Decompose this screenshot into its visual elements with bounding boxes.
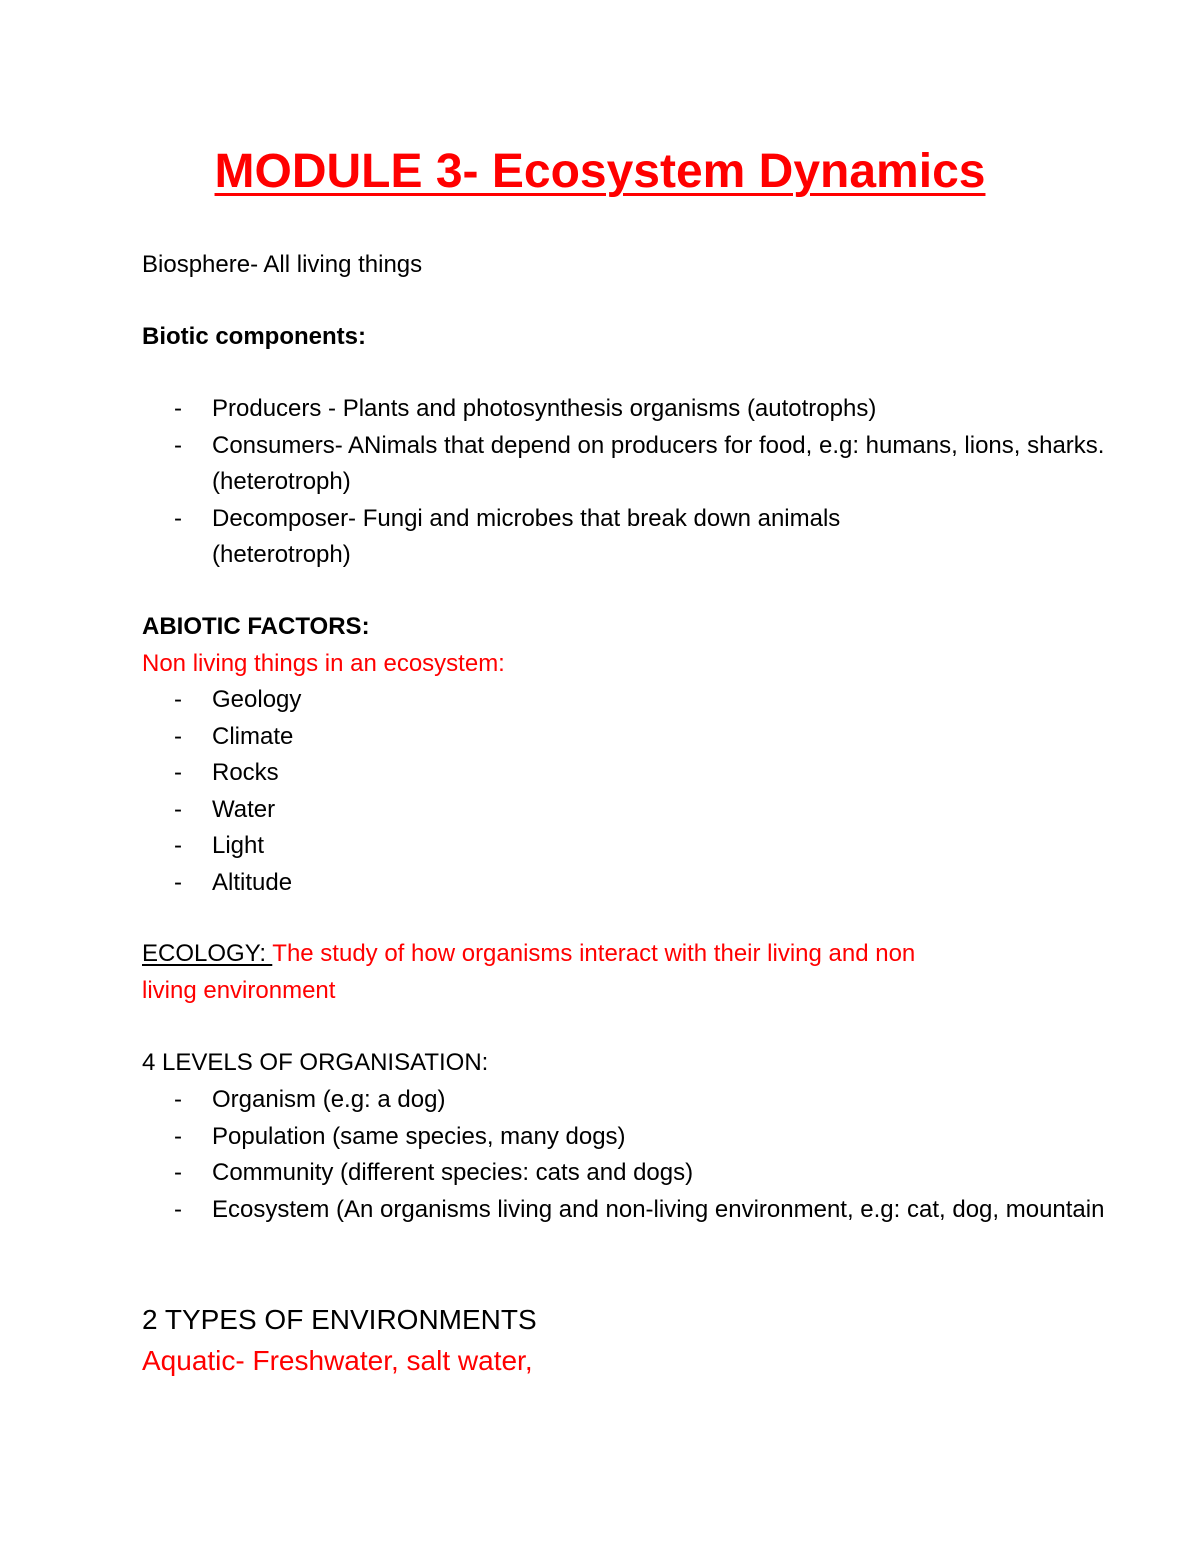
abiotic-heading: ABIOTIC FACTORS: [142,613,370,640]
ecology-definition [142,936,915,972]
list-item [142,719,1132,756]
abiotic-list [142,682,1132,902]
list-item [142,1155,1132,1192]
level-item-community: Community (different species: cats and dogs) [212,1159,694,1187]
document-title: MODULE 3- Ecosystem Dynamics [214,145,986,198]
level-item-organism: Organism (e.g: a dog) [212,1086,446,1113]
list-item [142,428,1132,501]
abiotic-item: Geology [212,686,302,713]
biotic-list [142,391,1132,574]
list-item [142,828,1132,865]
list-item [142,391,1132,428]
levels-list [142,1082,1132,1228]
bullet-dash: - [174,504,182,532]
bullet-dash: - [174,868,182,896]
bullet-dash: - [174,759,182,787]
abiotic-item: Altitude [212,868,293,896]
biosphere-definition: Biosphere- All living things [142,251,423,278]
environments-heading: 2 TYPES OF ENVIRONMENTS [142,1304,537,1335]
bullet-dash: - [174,795,182,823]
abiotic-item: Rocks [212,759,279,787]
list-item [142,501,972,574]
list-item [142,865,1132,902]
bullet-dash: - [174,722,182,750]
bullet-dash: - [174,1195,182,1223]
ecology-definition-continued: living environment [142,977,336,1004]
ecology-label: ECOLOGY: [142,940,273,967]
abiotic-subheading: Non living things in an ecosystem: [142,650,505,677]
biotic-item-consumers: Consumers- ANimals that depend on producers for food, e.g: humans, lions, sharks. (heterotroph) [212,431,1105,496]
abiotic-item: Light [212,832,265,860]
bullet-dash: - [174,686,182,713]
bullet-dash: - [174,431,182,459]
list-item [142,1192,1132,1229]
level-item-ecosystem: Ecosystem (An organisms living and non-living environment, e.g: cat, dog, mountain [212,1195,1105,1223]
ecology-definition-text: The study of how organisms interact with their living and non [272,940,916,967]
biotic-item-decomposer: Decomposer- Fungi and microbes that break down animals (heterotroph) [212,504,841,569]
bullet-dash: - [174,1086,182,1113]
level-item-population: Population (same species, many dogs) [212,1122,626,1150]
list-item [142,1082,1132,1119]
bullet-dash: - [174,395,182,422]
bullet-dash: - [174,1122,182,1150]
list-item [142,755,1132,792]
list-item [142,682,1132,719]
levels-heading: 4 LEVELS OF ORGANISATION: [142,1049,489,1076]
biotic-heading: Biotic components: [142,323,367,350]
abiotic-item: Water [212,795,276,823]
environments-aquatic: Aquatic- Freshwater, salt water, [142,1345,533,1376]
biotic-item-producers: Producers - Plants and photosynthesis organisms (autotrophs) [212,395,877,422]
bullet-dash: - [174,832,182,860]
list-item [142,1119,1132,1156]
abiotic-item: Climate [212,722,294,750]
list-item [142,792,1132,829]
bullet-dash: - [174,1159,182,1187]
